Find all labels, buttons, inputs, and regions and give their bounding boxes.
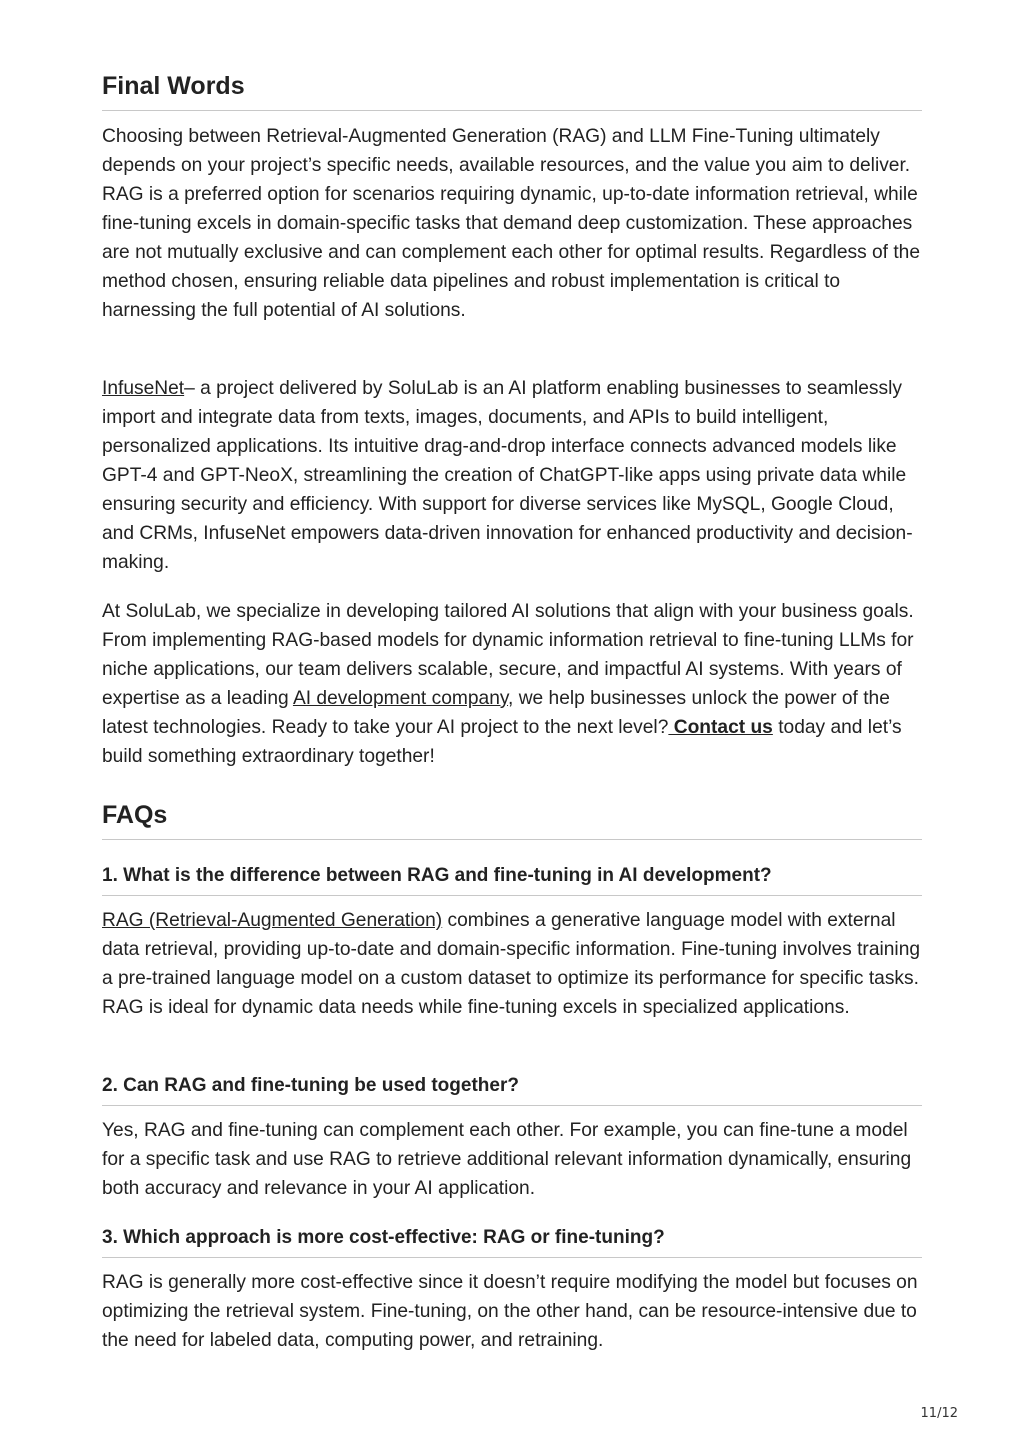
contact-us-link[interactable]: Contact us xyxy=(668,717,773,738)
final-words-paragraph-3 xyxy=(102,597,922,771)
solulab-intro-text: At SoluLab, we specialize in developing tailored AI solutions that align with your business goals. From implementing RAG-based models for dynamic information retrieval to fine-tuning LLMs for niche applications, our team delivers scalable, secure, and impactful AI systems. With years of expertise as a leading xyxy=(102,601,914,709)
faq-question-1: 1. What is the difference between RAG and fine-tuning in AI development? xyxy=(102,865,922,896)
faq-question-2: 2. Can RAG and fine-tuning be used together? xyxy=(102,1075,922,1106)
infusenet-description: – a project delivered by SoluLab is an AI platform enabling businesses to seamlessly import and integrate data from texts, images, documents, and APIs to build intelligent, personalized applications. Its intuitive drag-and-drop interface connects advanced models like GPT-4 and GPT-NeoX, streamlining the creation of ChatGPT-like apps using private data while ensuring security and efficiency. With support for diverse services like MySQL, Google Cloud, and CRMs, InfuseNet empowers data-driven innovation for enhanced productivity and decision-making. xyxy=(102,378,913,573)
ai-development-company-link[interactable]: AI development company xyxy=(292,688,509,709)
faq-question-3: 3. Which approach is more cost-effective: RAG or fine-tuning? xyxy=(102,1227,922,1258)
rag-link[interactable]: RAG (Retrieval-Augmented Generation) xyxy=(102,910,443,931)
faqs-heading: FAQs xyxy=(102,801,922,840)
page-number: 11/12 xyxy=(920,1406,958,1421)
solulab-cta-text: , we help businesses unlock the power of the latest technologies. Ready to take your AI project to the next level? xyxy=(102,688,890,738)
faq-answer-3: RAG is generally more cost-effective since it doesn’t require modifying the model but focuses on optimizing the retrieval system. Fine-tuning, on the other hand, can be resource-intensive due to the need for labeled data, computing power, and retraining. xyxy=(102,1272,918,1351)
final-words-paragraph-2 xyxy=(102,374,922,577)
infusenet-link[interactable]: InfuseNet xyxy=(102,378,185,399)
faq-answer-1 xyxy=(102,906,922,1022)
final-words-paragraph-1: Choosing between Retrieval-Augmented Generation (RAG) and LLM Fine-Tuning ultimately depends on your project’s specific needs, available resources, and the value you aim to deliver. RAG is a preferred option for scenarios requiring dynamic, up-to-date information retrieval, while fine-tuning excels in domain-specific tasks that demand deep customization. These approaches are not mutually exclusive and can complement each other for optimal results. Regardless of the method chosen, ensuring reliable data pipelines and robust implementation is critical to harnessing the full potential of AI solutions. xyxy=(102,126,921,321)
solulab-closing-text: today and let’s build something extraordinary together! xyxy=(102,717,902,767)
final-words-heading: Final Words xyxy=(102,72,922,111)
faq-answer-2: Yes, RAG and fine-tuning can complement each other. For example, you can fine-tune a model for a specific task and use RAG to retrieve additional relevant information dynamically, ensuring both accuracy and relevance in your AI application. xyxy=(102,1120,912,1199)
faq-answer-1-text: combines a generative language model with external data retrieval, providing up-to-date and domain-specific information. Fine-tuning involves training a pre-trained language model on a custom dataset to optimize its performance for specific tasks. RAG is ideal for dynamic data needs while fine-tuning excels in specialized applications. xyxy=(102,910,921,1018)
